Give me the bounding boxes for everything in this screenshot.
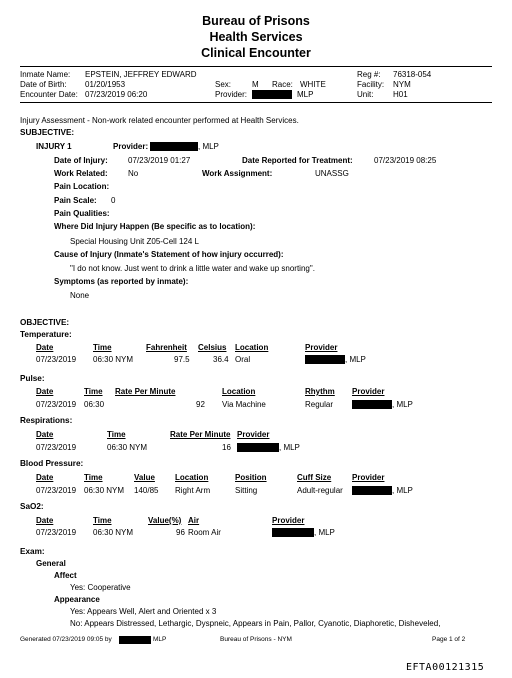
footer-center: Bureau of Prisons - NYM xyxy=(220,636,292,643)
blood-pressure-heading: Blood Pressure: xyxy=(20,459,84,468)
bp-date: 07/23/2019 xyxy=(36,486,77,495)
respirations-date: 07/23/2019 xyxy=(36,443,77,452)
work-related-value: No xyxy=(128,169,139,178)
sex-value: M xyxy=(252,80,259,89)
pulse-col-date: Date xyxy=(36,387,54,396)
subjective-heading: SUBJECTIVE: xyxy=(20,128,75,137)
bp-cuff-size: Adult-regular xyxy=(297,486,343,495)
symptoms-label: Symptoms (as reported by inmate): xyxy=(54,277,189,286)
document-title-line-1: Bureau of Prisons xyxy=(202,14,310,28)
date-reported-value: 07/23/2019 08:25 xyxy=(374,156,437,165)
date-of-injury-label: Date of Injury: xyxy=(54,156,108,165)
pulse-heading: Pulse: xyxy=(20,374,45,383)
symptoms-value: None xyxy=(70,291,90,300)
date-reported-label: Date Reported for Treatment: xyxy=(242,156,353,165)
respirations-provider-suffix: , MLP xyxy=(279,443,300,452)
pulse-location: Via Machine xyxy=(222,400,266,409)
injury-provider-suffix: , MLP xyxy=(198,142,219,151)
temperature-fahrenheit: 97.5 xyxy=(174,355,190,364)
facility-label: Facility: xyxy=(357,80,385,89)
temperature-celsius: 36.4 xyxy=(213,355,229,364)
temperature-col-provider: Provider xyxy=(305,343,338,352)
unit-label: Unit: xyxy=(357,90,374,99)
temperature-provider-suffix: , MLP xyxy=(345,355,366,364)
document-title-line-2: Health Services xyxy=(209,30,303,44)
temperature-location: Oral xyxy=(235,355,251,364)
unit-value: H01 xyxy=(393,90,408,99)
encounter-date-label: Encounter Date: xyxy=(20,90,78,99)
exam-general: General xyxy=(36,559,66,568)
bp-col-provider: Provider xyxy=(352,473,385,482)
respirations-heading: Respirations: xyxy=(20,416,73,425)
pain-location-label: Pain Location: xyxy=(54,182,110,191)
race-value: WHITE xyxy=(300,80,326,89)
document-title-line-3: Clinical Encounter xyxy=(201,46,311,60)
respirations-col-time: Time xyxy=(107,430,126,439)
redaction-box xyxy=(272,528,314,537)
pain-scale-value: 0 xyxy=(111,196,116,205)
sao2-air: Room Air xyxy=(188,528,221,537)
sao2-value: 96 xyxy=(176,528,185,537)
sao2-time: 06:30 NYM xyxy=(93,528,134,537)
where-injury-label: Where Did Injury Happen (Be specific as to location): xyxy=(54,222,256,231)
respirations-rate: 16 xyxy=(222,443,231,452)
dob-label: Date of Birth: xyxy=(20,80,67,89)
pulse-col-rhythm: Rhythm xyxy=(305,387,335,396)
sao2-col-date: Date xyxy=(36,516,54,525)
bp-col-value: Value xyxy=(134,473,155,482)
redaction-box xyxy=(352,486,392,495)
bp-value: 140/85 xyxy=(134,486,159,495)
inmate-name-label: Inmate Name: xyxy=(20,70,71,79)
pulse-rhythm: Regular xyxy=(305,400,334,409)
bp-col-position: Position xyxy=(235,473,267,482)
exam-heading: Exam: xyxy=(20,547,45,556)
sao2-col-air: Air xyxy=(188,516,200,525)
temperature-date: 07/23/2019 xyxy=(36,355,77,364)
work-related-label: Work Related: xyxy=(54,169,108,178)
objective-heading: OBJECTIVE: xyxy=(20,318,70,327)
footer-generated-suffix: MLP xyxy=(153,636,167,643)
sao2-col-time: Time xyxy=(93,516,112,525)
redaction-box xyxy=(119,636,151,644)
exam-appearance-no: No: Appears Distressed, Lethargic, Dyspneic, Appears in Pain, Pallor, Cyanotic, Diaphoretic, Disheveled, xyxy=(70,619,441,628)
assessment-text: Injury Assessment - Non-work related encounter performed at Health Services. xyxy=(20,116,299,125)
bp-location: Right Arm xyxy=(175,486,211,495)
respirations-col-rate: Rate Per Minute xyxy=(170,430,231,439)
bp-col-location: Location xyxy=(175,473,209,482)
temperature-col-fahrenheit: Fahrenheit xyxy=(146,343,187,352)
exam-appearance: Appearance xyxy=(54,595,100,604)
cause-injury-label: Cause of Injury (Inmate's Statement of how injury occurred): xyxy=(54,250,284,259)
bp-provider-suffix: , MLP xyxy=(392,486,413,495)
pulse-time: 06:30 xyxy=(84,400,105,409)
redaction-box xyxy=(305,355,345,364)
pulse-col-rate: Rate Per Minute xyxy=(115,387,176,396)
temperature-time: 06:30 NYM xyxy=(93,355,134,364)
injury-provider-label: Provider: xyxy=(113,142,149,151)
temperature-col-celsius: Celsius xyxy=(198,343,227,352)
redaction-box xyxy=(252,90,292,99)
pulse-provider-suffix: , MLP xyxy=(392,400,413,409)
bates-stamp: EFTA00121315 xyxy=(406,662,485,673)
bp-position: Sitting xyxy=(235,486,258,495)
pain-scale-label: Pain Scale: xyxy=(54,196,97,205)
where-injury-value: Special Housing Unit Z05-Cell 124 L xyxy=(70,237,199,246)
temperature-col-date: Date xyxy=(36,343,54,352)
sao2-col-value: Value(%) xyxy=(148,516,182,525)
footer-generated: Generated 07/23/2019 09:05 by xyxy=(20,636,112,643)
provider-suffix: MLP xyxy=(297,90,314,99)
pulse-rate: 92 xyxy=(196,400,205,409)
dob-value: 01/20/1953 xyxy=(85,80,126,89)
pulse-date: 07/23/2019 xyxy=(36,400,77,409)
footer-page-number: Page 1 of 2 xyxy=(432,636,466,643)
sao2-heading: SaO2: xyxy=(20,502,44,511)
temperature-col-time: Time xyxy=(93,343,112,352)
pain-qualities-label: Pain Qualities: xyxy=(54,209,110,218)
redaction-box xyxy=(150,142,198,151)
bp-col-time: Time xyxy=(84,473,103,482)
work-assignment-label: Work Assignment: xyxy=(202,169,273,178)
inmate-name: EPSTEIN, JEFFREY EDWARD xyxy=(85,70,197,79)
temperature-col-location: Location xyxy=(235,343,269,352)
sao2-date: 07/23/2019 xyxy=(36,528,77,537)
respirations-time: 06:30 NYM xyxy=(107,443,148,452)
cause-injury-value: "I do not know. Just went to drink a little water and wake up snorting". xyxy=(70,264,315,273)
facility-value: NYM xyxy=(393,80,411,89)
work-assignment-value: UNASSG xyxy=(315,169,349,178)
redaction-box xyxy=(237,443,279,452)
pulse-col-location: Location xyxy=(222,387,256,396)
sao2-provider-suffix: , MLP xyxy=(314,528,335,537)
bp-time: 06:30 NYM xyxy=(84,486,125,495)
bp-col-date: Date xyxy=(36,473,54,482)
reg-value: 76318-054 xyxy=(393,70,432,79)
respirations-col-date: Date xyxy=(36,430,54,439)
injury-label: INJURY 1 xyxy=(36,142,72,151)
reg-label: Reg #: xyxy=(357,70,381,79)
exam-affect-value: Yes: Cooperative xyxy=(70,583,131,592)
temperature-heading: Temperature: xyxy=(20,330,72,339)
redaction-box xyxy=(352,400,392,409)
encounter-date-value: 07/23/2019 06:20 xyxy=(85,90,148,99)
respirations-col-provider: Provider xyxy=(237,430,270,439)
sex-label: Sex: xyxy=(215,80,232,89)
pulse-col-time: Time xyxy=(84,387,103,396)
bp-col-cuff-size: Cuff Size xyxy=(297,473,332,482)
exam-appearance-yes: Yes: Appears Well, Alert and Oriented x 3 xyxy=(70,607,217,616)
provider-label: Provider: xyxy=(215,90,248,99)
pulse-col-provider: Provider xyxy=(352,387,385,396)
date-of-injury-value: 07/23/2019 01:27 xyxy=(128,156,191,165)
top-rule xyxy=(20,66,492,67)
sao2-col-provider: Provider xyxy=(272,516,305,525)
exam-affect: Affect xyxy=(54,571,77,580)
race-label: Race: xyxy=(272,80,293,89)
info-rule xyxy=(20,102,492,103)
